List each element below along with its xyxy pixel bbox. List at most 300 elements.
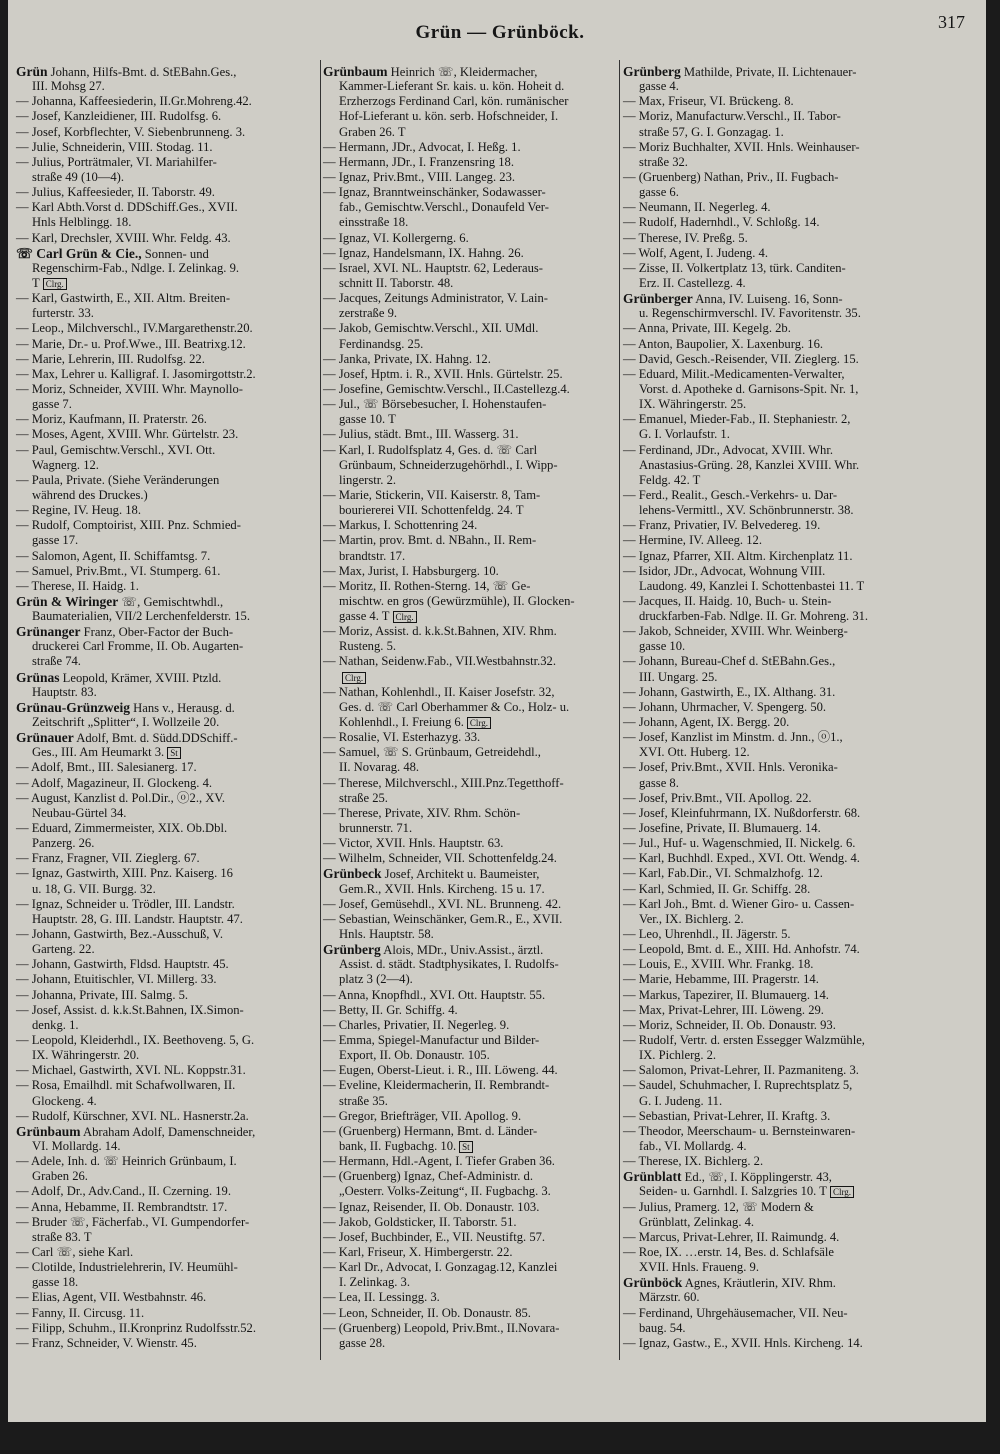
entry-line: — Victor, XVII. Hnls. Hauptstr. 63.	[323, 836, 504, 851]
entry-line: — Samuel, ☏ S. Grünbaum, Getreidehdl.,	[323, 745, 541, 760]
entry-line: — Josef, Priv.Bmt., VII. Apollog. 22.	[623, 790, 812, 805]
entry-line	[16, 745, 318, 760]
entry-line: — Anna, Private, III. Kegelg. 2b.	[623, 321, 791, 336]
entry-line: — Carl ☏, siehe Karl.	[16, 1244, 134, 1259]
entry-line: gasse 7.	[32, 397, 72, 412]
entry-line: — Ferd., Realit., Gesch.-Verkehrs- u. Dar-	[623, 487, 838, 502]
surname: Grünauer	[16, 730, 74, 746]
entry-line: — Gregor, Briefträger, VII. Apollog. 9.	[323, 1108, 522, 1123]
entry-line: mischtw. en gros (Gewürzmühle), II. Glocken-	[339, 593, 575, 608]
entry-line: — Marie, Dr.- u. Prof.Wwe., III. Beatrixg.12.	[16, 336, 246, 351]
entry-line: straße 49 (10—4).	[32, 169, 124, 184]
entry-line: — Fanny, II. Circusg. 11.	[16, 1305, 145, 1320]
entry-text: T	[32, 275, 40, 290]
entry-text: Ed., ☏, I. Köpplingerstr. 43,	[681, 1170, 832, 1185]
entry-heading	[623, 64, 923, 79]
surname: Grünas	[16, 669, 60, 685]
entry-line: — Sebastian, Weinschänker, Gem.R., E., XVII.	[323, 911, 563, 926]
surname: Grünberg	[323, 942, 381, 958]
entry-line: — Ignaz, Handelsmann, IX. Hahng. 26.	[323, 245, 524, 260]
entry-line: — Moriz, Schneider, XVIII. Whr. Maynollo-	[16, 381, 243, 396]
entry-line: — Karl, Buchhdl. Exped., XVI. Ott. Wendg. 4.	[623, 851, 860, 866]
entry-line: — Franz, Fragner, VII. Zieglerg. 67.	[16, 851, 200, 866]
entry-line: — Michael, Gastwirth, XVI. NL. Koppstr.31.	[16, 1063, 246, 1078]
entry-line: — Johanna, Private, III. Salmg. 5.	[16, 987, 189, 1002]
entry-line: — Rosalie, VI. Esterhazyg. 33.	[323, 730, 481, 745]
entry-line: Grünbaum, Schneiderzugehörhdl., I. Wipp-	[339, 457, 558, 472]
entry-line: II. Novarag. 48.	[339, 760, 420, 775]
surname: ☏ Carl Grün & Cie.,	[16, 245, 142, 261]
entry-line: gasse 10.	[639, 639, 686, 654]
entry-line: — David, Gesch.-Reisender, VII. Zieglerg. 15.	[623, 351, 859, 366]
entry-line: — Josef, Kleinfuhrmann, IX. Nußdorferstr. 68.	[623, 805, 861, 820]
entry-line: — Therese, Milchverschl., XIII.Pnz.Tegetthoff-	[323, 775, 564, 790]
entry-line: — Anna, Knopfhdl., XVI. Ott. Hauptstr. 55.	[323, 987, 546, 1002]
entry-line: — Martin, prov. Bmt. d. NBahn., II. Rem-	[323, 533, 537, 548]
entry-line: — Rudolf, Kürschner, XVI. NL. Hasnerstr.2a.	[16, 1108, 249, 1123]
entry-text: Kohlenhdl., I. Freiung 6.	[339, 715, 464, 730]
entry-line: einsstraße 18.	[339, 215, 409, 230]
entry-line: — Eveline, Kleidermacherin, II. Rembrandt-	[323, 1078, 550, 1093]
entry-line	[323, 670, 617, 685]
entry-line: — Max, Privat-Lehrer, III. Löweng. 29.	[623, 1002, 824, 1017]
entry-line: während des Druckes.)	[32, 487, 148, 502]
entry-line: — Jacques, II. Haidg. 10, Buch- u. Stein-	[623, 593, 832, 608]
entry-line: — Adolf, Dr., Adv.Cand., II. Czerning. 19.	[16, 1184, 232, 1199]
entry-line: — Johann, Gastwirth, E., IX. Althang. 31.	[623, 684, 836, 699]
entry-line: — Johann, Agent, IX. Bergg. 20.	[623, 715, 790, 730]
entry-line: — Rudolf, Comptoirist, XIII. Pnz. Schmied-	[16, 518, 241, 533]
entry-line: Laudong. 49, Kanzlei I. Schottenbastei 11. T	[639, 578, 865, 593]
entry-line	[623, 1184, 923, 1199]
entry-line: gasse 28.	[339, 1335, 386, 1350]
entry-line: — Moriz, Assist. d. k.k.St.Bahnen, XIV. Rhm.	[323, 624, 557, 639]
entry-line: — Johann, Uhrmacher, V. Spengerg. 50.	[623, 699, 827, 714]
entry-line: fab., VI. Mollardg. 4.	[639, 1138, 747, 1153]
entry-line: — Adolf, Magazineur, II. Glockeng. 4.	[16, 775, 213, 790]
entry-text: Mathilde, Private, II. Lichtenauer-	[680, 65, 857, 79]
entry-line: — Hermann, JDr., I. Franzensring 18.	[323, 154, 514, 169]
entry-line: — Salomon, Privat-Lehrer, II. Pazmaniteng. 3.	[623, 1063, 859, 1078]
entry-line: — Theodor, Meerschaum- u. Bernsteinwaren-	[623, 1123, 856, 1138]
entry-heading	[323, 866, 617, 881]
entry-text: Agnes, Kräutlerin, XIV. Rhm.	[682, 1276, 836, 1291]
entry-line: gasse 4.	[639, 79, 679, 94]
entry-line: Hnls. Hauptstr. 58.	[339, 927, 434, 942]
entry-line: — Jakob, Schneider, XVIII. Whr. Weinberg-	[623, 624, 848, 639]
entry-line: Märzstr. 60.	[639, 1290, 700, 1305]
entry-line: Hof-Lieferant u. kön. serb. Hofschneider, I.	[339, 109, 559, 124]
surname: Grünbeck	[323, 866, 382, 882]
entry-line: — Lea, II. Lessingg. 3.	[323, 1290, 440, 1305]
surname: Grün	[16, 64, 48, 79]
entry-line: — Ignaz, Reisender, II. Ob. Donaustr. 103.	[323, 1199, 540, 1214]
entry-line	[16, 276, 318, 291]
entry-line: schnitt II. Taborstr. 48.	[339, 275, 454, 290]
entry-heading	[16, 700, 318, 715]
entry-line	[323, 715, 617, 730]
entry-line: — August, Kanzlist d. Pol.Dir., ⓞ2., XV.	[16, 790, 225, 805]
entry-line: — Rudolf, Hadernhdl., V. Schloßg. 14.	[623, 215, 820, 230]
entry-line: — Marcus, Privat-Lehrer, II. Raimundg. 4.	[623, 1229, 840, 1244]
entry-line: — Regine, IV. Heug. 18.	[16, 503, 141, 518]
entry-line: Panzerg. 26.	[32, 836, 95, 851]
entry-line: — Josefine, Private, II. Blumauerg. 14.	[623, 821, 821, 836]
entry-line: — Louis, E., XVIII. Whr. Frankg. 18.	[623, 957, 814, 972]
entry-text: Anna, IV. Luiseng. 16, Sonn-	[692, 292, 843, 307]
entry-line: Hauptstr. 28, G. III. Landstr. Hauptstr. 47.	[32, 911, 243, 926]
entry-line: — Karl, Fab.Dir., VI. Schmalzhofg. 12.	[623, 866, 823, 881]
entry-line: — Salomon, Agent, II. Schiffamtsg. 7.	[16, 548, 211, 563]
entry-line: — Roe, IX. …erstr. 14, Bes. d. Schlafsäle	[623, 1244, 834, 1259]
entry-line: — Filipp, Schuhm., II.Kronprinz Rudolfsstr.52.	[16, 1320, 256, 1335]
entry-line: — Anna, Hebamme, II. Rembrandtstr. 17.	[16, 1199, 228, 1214]
entry-line: — Adele, Inh. d. ☏ Heinrich Grünbaum, I.	[16, 1154, 237, 1169]
clearing-badge: Clrg.	[467, 717, 491, 729]
entry-line: straße 35.	[339, 1093, 388, 1108]
entry-line: Erz. II. Castellezg. 4.	[639, 275, 746, 290]
entry-line: — Ferdinand, Uhrgehäusemacher, VII. Neu-	[623, 1305, 848, 1320]
entry-line: — Paul, Gemischtw.Verschl., XVI. Ott.	[16, 442, 216, 457]
entry-line: — Samuel, Priv.Bmt., VI. Stumperg. 61.	[16, 563, 221, 578]
entry-line: — Hermann, JDr., Advocat, I. Heßg. 1.	[323, 139, 521, 154]
entry-line: bouriererei VII. Schottenfeldg. 24. T	[339, 503, 524, 518]
surname: Grünberger	[623, 291, 693, 307]
entry-line: — Karl, Gastwirth, E., XII. Altm. Breiten-	[16, 291, 231, 306]
entry-line: — Charles, Privatier, II. Negerleg. 9.	[323, 1017, 510, 1032]
entry-line: straße 57, G. I. Gonzagag. 1.	[639, 124, 784, 139]
entry-text: Johann, Hilfs-Bmt. d. StEBahn.Ges.,	[47, 65, 237, 79]
entry-line: Hnls Helblingg. 18.	[32, 215, 132, 230]
entry-text: Heinrich ☏, Kleidermacher,	[387, 65, 538, 79]
entry-line: Grünblatt, Zelinkag. 4.	[639, 1214, 755, 1229]
entry-line: brandtstr. 17.	[339, 548, 406, 563]
entry-line: — Jul., Huf- u. Wagenschmied, II. Nickelg. 6.	[623, 836, 856, 851]
entry-line: — Johann, Etuitischler, VI. Millerg. 33.	[16, 972, 217, 987]
entry-line: — Hermann, Hdl.-Agent, I. Tiefer Graben 36.	[323, 1154, 555, 1169]
entry-line: — Moriz, Schneider, II. Ob. Donaustr. 93.	[623, 1017, 836, 1032]
entry-line: — Emma, Spiegel-Manufactur und Bilder-	[323, 1033, 540, 1047]
surname: Grünbaum	[16, 1123, 81, 1139]
surname: Grünböck	[623, 1275, 683, 1291]
entry-heading	[16, 670, 318, 685]
entry-line: Vorst. d. Apotheke d. Garnisons-Spit. Nr. 1,	[639, 381, 859, 396]
entry-text: Adolf, Bmt. d. Südd.DDSchiff.-	[73, 731, 238, 746]
entry-line: Assist. d. städt. Stadtphysikates, I. Rudolfs-	[339, 957, 559, 972]
entry-heading	[16, 624, 318, 639]
clearing-badge: Clrg.	[830, 1186, 854, 1198]
entry-line: Erzherzogs Ferdinand Carl, kön. rumänischer	[339, 94, 569, 109]
entry-line: straße 32.	[639, 154, 688, 169]
entry-heading	[16, 594, 318, 609]
entry-line	[323, 1139, 617, 1154]
entry-line: — Therese, Private, XIV. Rhm. Schön-	[323, 805, 521, 820]
entry-line: — (Gruenberg) Leopold, Priv.Bmt., II.Novara-	[323, 1320, 560, 1335]
entry-line: denkg. 1.	[32, 1017, 79, 1032]
entry-line: G. I. Vorlaufstr. 1.	[639, 427, 730, 442]
entry-line: XVII. Hnls. Fraueng. 9.	[639, 1260, 759, 1275]
entry-line: — Ignaz, Branntweinschänker, Sodawasser-	[323, 185, 546, 200]
entry-line: — Janka, Private, IX. Hahng. 12.	[323, 351, 491, 366]
entry-line: lingerstr. 2.	[339, 472, 397, 487]
entry-line: zerstraße 9.	[339, 306, 398, 321]
entry-line: — Markus, I. Schottenring 24.	[323, 518, 478, 533]
entry-line: — Marie, Lehrerin, III. Rudolfsg. 22.	[16, 351, 205, 366]
entry-line: Anastasius-Grüng. 28, Kanzlei XVIII. Whr.	[639, 457, 860, 472]
entry-line: — Max, Friseur, VI. Brückeng. 8.	[623, 94, 794, 109]
entry-line: — Saudel, Schuhmacher, I. Ruprechtsplatz 5,	[623, 1078, 853, 1093]
entry-line: Feldg. 42. T	[639, 472, 701, 487]
entry-line: Neubau-Gürtel 34.	[32, 805, 127, 820]
entry-line: u. 18, G. VII. Burgg. 32.	[32, 881, 156, 896]
entry-line: VI. Mollardg. 14.	[32, 1138, 121, 1153]
entry-line: — Moriz Buchhalter, XVII. Hnls. Weinhauser-	[623, 139, 860, 154]
entry-line: — Josefine, Gemischtw.Verschl., II.Castellezg.4.	[323, 381, 570, 396]
entry-line: — Wilhelm, Schneider, VII. Schottenfeldg.24.	[323, 851, 557, 866]
entry-line: — Josef, Hptm. i. R., XVII. Hnls. Gürtelstr. 25.	[323, 366, 563, 381]
entry-line: — Karl Joh., Bmt. d. Wiener Giro- u. Cassen-	[623, 896, 855, 911]
entry-line: lehens-Vermittl., XV. Schönbrunnerstr. 38.	[639, 503, 854, 518]
entry-line: — Johann, Bureau-Chef d. StEBahn.Ges.,	[623, 654, 836, 669]
entry-line: — Marie, Hebamme, III. Pragerstr. 14.	[623, 972, 819, 987]
entry-text: Seiden- u. Garnhdl. I. Salzgries 10. T	[639, 1184, 827, 1199]
entry-line: baug. 54.	[639, 1320, 686, 1335]
entry-line: Regenschirm-Fab., Ndlge. I. Zelinkag. 9.	[32, 260, 240, 275]
clearing-badge: Clrg.	[393, 611, 417, 623]
entry-line: — Karl, I. Rudolfsplatz 4, Ges. d. ☏ Carl	[323, 442, 538, 457]
entry-line: Graben 26. T	[339, 124, 406, 139]
entry-line: — Julius, Pramerg. 12, ☏ Modern &	[623, 1199, 814, 1214]
entry-line: — Julius, städt. Bmt., III. Wasserg. 31.	[323, 427, 519, 442]
entry-line: — Hermine, IV. Alleeg. 12.	[623, 533, 762, 548]
entry-line: Ver., IX. Bichlerg. 2.	[639, 911, 744, 926]
entry-line: — Max, Lehrer u. Kalligraf. I. Jasomirgottstr.2.	[16, 366, 256, 381]
entry-line: Export, II. Ob. Donaustr. 105.	[339, 1048, 490, 1063]
entry-text: Ges., III. Am Heumarkt 3.	[32, 745, 165, 760]
entry-text: bank, II. Fugbachg. 10.	[339, 1138, 457, 1153]
entry-line: Wagnerg. 12.	[32, 457, 99, 472]
entry-line: gasse 18.	[32, 1275, 79, 1290]
entry-line: gasse 17.	[32, 533, 79, 548]
entry-line: druckfarben-Fab. Ndlge. II. Gr. Mohreng. 31.	[639, 609, 869, 624]
entry-line: — Ignaz, Pfarrer, XII. Altm. Kirchenplatz 11.	[623, 548, 853, 563]
entry-line: gasse 6.	[639, 185, 679, 200]
entry-text: ☏, Gemischtwhdl.,	[118, 594, 224, 609]
entry-line: — Julius, Porträtmaler, VI. Mariahilfer-	[16, 154, 217, 169]
entry-text: Josef, Architekt u. Baumeister,	[381, 867, 540, 882]
entry-line: — Karl Abth.Vorst d. DDSchiff.Ges., XVII.	[16, 200, 238, 215]
entry-line: XVI. Ott. Huberg. 12.	[639, 745, 750, 760]
entry-line: Baumaterialien, VII/2 Lerchenfelderstr. 15.	[32, 609, 250, 624]
entry-line: straße 25.	[339, 790, 388, 805]
entry-line: — Nathan, Seidenw.Fab., VII.Westbahnstr.32.	[323, 654, 556, 669]
entry-line: — Israel, XVI. NL. Hauptstr. 62, Lederaus-	[323, 260, 543, 275]
entry-line: — Leon, Schneider, II. Ob. Donaustr. 85.	[323, 1305, 531, 1320]
entry-line: — Eduard, Milit.-Medicamenten-Verwalter,	[623, 366, 845, 381]
entry-line: — Rosa, Emailhdl. mit Schafwollwaren, II.	[16, 1078, 236, 1093]
entry-line: Gem.R., XVII. Hnls. Kircheng. 15 u. 17.	[339, 881, 545, 896]
entry-line: — Karl, Friseur, X. Himbergerstr. 22.	[323, 1244, 513, 1259]
entry-line: — Ignaz, Gastw., E., XVII. Hnls. Kircheng. 14.	[623, 1335, 863, 1350]
entry-text: Leopold, Krämer, XVIII. Ptzld.	[59, 670, 222, 685]
entry-line: straße 83. T	[32, 1229, 92, 1244]
surname: Grünanger	[16, 624, 81, 640]
entry-heading	[623, 1169, 923, 1184]
entry-line: Glockeng. 4.	[32, 1093, 97, 1108]
column-2	[323, 64, 617, 1351]
entry-line: III. Mohsg 27.	[32, 79, 105, 94]
entry-line: — (Gruenberg) Ignaz, Chef-Administr. d.	[323, 1169, 533, 1184]
entry-text: Sonnen- und	[141, 246, 209, 261]
clearing-badge: St	[167, 747, 181, 759]
entry-line: — Karl Dr., Advocat, I. Gonzagag.12, Kanzlei	[323, 1260, 558, 1275]
entry-line: — Moritz, II. Rothen-Sterng. 14, ☏ Ge-	[323, 578, 531, 593]
entry-line: — Nathan, Kohlenhdl., II. Kaiser Josefstr. 32,	[323, 684, 555, 699]
entry-line: G. I. Judeng. 11.	[639, 1093, 723, 1108]
entry-line: — Rudolf, Vertr. d. ersten Essegger Walzmühle,	[623, 1033, 865, 1047]
entry-line: — Josef, Priv.Bmt., XVII. Hnls. Veronika-	[623, 760, 838, 775]
entry-line: gasse 8.	[639, 775, 679, 790]
entry-line: — Therese, IV. Preßg. 5.	[623, 230, 748, 245]
entry-line: — Anton, Baupolier, X. Laxenburg. 16.	[623, 336, 824, 351]
entry-line: — Ignaz, Schneider u. Trödler, III. Landstr.	[16, 896, 235, 911]
entry-line: I. Zelinkag. 3.	[339, 1275, 410, 1290]
entry-line: — Therese, IX. Bichlerg. 2.	[623, 1154, 764, 1169]
entry-text: Alois, MDr., Univ.Assist., ärztl.	[380, 943, 544, 958]
entry-line: — Josef, Kanzleidiener, III. Rudolfsg. 6.	[16, 109, 222, 124]
surname: Grün & Wiringer	[16, 593, 119, 609]
entry-line: — Franz, Schneider, V. Wienstr. 45.	[16, 1335, 197, 1350]
entry-line: — Julie, Schneiderin, VIII. Stodag. 11.	[16, 139, 213, 154]
entry-line: — Wolf, Agent, I. Judeng. 4.	[623, 245, 768, 260]
entry-line: Garteng. 22.	[32, 942, 95, 957]
surname: Grünblatt	[623, 1169, 682, 1185]
column-3	[623, 64, 923, 1351]
entry-line: — Ferdinand, JDr., Advocat, XVIII. Whr.	[623, 442, 833, 457]
entry-heading	[16, 246, 318, 261]
entry-line: — Karl, Drechsler, XVIII. Whr. Feldg. 43.	[16, 230, 231, 245]
entry-heading	[323, 64, 617, 79]
entry-line: furterstr. 33.	[32, 306, 94, 321]
entry-heading	[16, 64, 318, 79]
entry-line: — Jul., ☏ Börsebesucher, I. Hohenstaufen-	[323, 397, 547, 412]
entry-line: — (Gruenberg) Nathan, Priv., II. Fugbach-	[623, 169, 839, 184]
entry-line: „Oesterr. Volks-Zeitung“, II. Fugbachg. 3.	[339, 1184, 551, 1199]
entry-line: — Leopold, Kleiderhdl., IX. Beethoveng. 5, G.	[16, 1033, 255, 1047]
entry-line: — Josef, Korbflechter, V. Siebenbrunneng. 3.	[16, 124, 246, 139]
entry-line: — Jacques, Zeitungs Administrator, V. Lain-	[323, 291, 548, 306]
entry-line: — Karl, Schmied, II. Gr. Schiffg. 28.	[623, 881, 811, 896]
entry-line: — Leo, Uhrenhdl., II. Jägerstr. 5.	[623, 927, 791, 942]
entry-heading	[323, 942, 617, 957]
entry-line: Ferdinandsg. 25.	[339, 336, 424, 351]
entry-line: fab., Gemischtw.Verschl., Donaufeld Ver-	[339, 200, 549, 215]
entry-line: — Ignaz, Gastwirth, XIII. Pnz. Kaiserg. 16	[16, 866, 233, 881]
entry-line: — Markus, Tapezirer, II. Blumauerg. 14.	[623, 987, 829, 1002]
entry-line: — Sebastian, Privat-Lehrer, II. Kraftg. 3.	[623, 1108, 831, 1123]
surname: Grünberg	[623, 64, 681, 79]
entry-line: straße 74.	[32, 654, 81, 669]
entry-text: Abraham Adolf, Damenschneider,	[80, 1124, 256, 1139]
entry-line: — Max, Jurist, I. Habsburgerg. 10.	[323, 563, 499, 578]
entry-line: — Johann, Gastwirth, Bez.-Ausschuß, V.	[16, 927, 223, 942]
entry-line	[323, 609, 617, 624]
clearing-badge: St	[459, 1141, 473, 1153]
clearing-badge: Clrg.	[342, 672, 366, 684]
entry-line: — Josef, Assist. d. k.k.St.Bahnen, IX.Simon-	[16, 1002, 244, 1017]
entry-heading	[623, 291, 923, 306]
entry-line: — Therese, II. Haidg. 1.	[16, 578, 139, 593]
column-divider	[619, 60, 620, 1360]
entry-heading	[16, 730, 318, 745]
page-title: Grün — Grünböck.	[415, 22, 585, 43]
entry-line: Ges. d. ☏ Carl Oberhammer & Co., Holz- u.	[339, 699, 570, 714]
entry-line: — Moriz, Manufacturw.Verschl., II. Tabor-	[623, 109, 841, 124]
entry-line: — Betty, II. Gr. Schiffg. 4.	[323, 1002, 458, 1017]
entry-line: — (Gruenberg) Hermann, Bmt. d. Länder-	[323, 1123, 538, 1138]
entry-line: IX. Währingerstr. 20.	[32, 1048, 140, 1063]
entry-text: Franz, Ober-Factor der Buch-	[80, 625, 234, 640]
entry-line: — Eugen, Oberst-Lieut. i. R., III. Löweng. 44.	[323, 1063, 558, 1078]
column-divider	[320, 60, 321, 1360]
clearing-badge: Clrg.	[43, 278, 67, 290]
entry-text: gasse 4. T	[339, 609, 390, 624]
entry-line: Rusteng. 5.	[339, 639, 397, 654]
entry-line: — Zisse, II. Volkertplatz 13, türk. Canditen-	[623, 260, 846, 275]
entry-line: — Franz, Privatier, IV. Belvedereg. 19.	[623, 518, 821, 533]
entry-heading	[623, 1275, 923, 1290]
entry-line: — Leop., Milchverschl., IV.Margarethenstr.20.	[16, 321, 253, 336]
entry-line: III. Ungarg. 25.	[639, 669, 718, 684]
surname: Grünbaum	[323, 64, 388, 79]
entry-line: — Paula, Private. (Siehe Veränderungen	[16, 472, 220, 487]
entry-text: Hans v., Herausg. d.	[130, 700, 235, 715]
entry-line: — Clotilde, Industrielehrerin, IV. Heumühl-	[16, 1260, 238, 1275]
entry-line: — Eduard, Zimmermeister, XIX. Ob.Dbl.	[16, 821, 228, 836]
entry-line: — Josef, Buchbinder, E., VII. Neustiftg. 57.	[323, 1229, 546, 1244]
entry-line: gasse 10. T	[339, 412, 396, 427]
entry-heading	[16, 1124, 318, 1139]
entry-line: — Johann, Gastwirth, Fldsd. Hauptstr. 45.	[16, 957, 229, 972]
entry-line: brunnerstr. 71.	[339, 821, 413, 836]
entry-line: druckerei Carl Fromme, II. Ob. Augarten-	[32, 639, 244, 654]
page-number: 317	[938, 12, 965, 32]
entry-line: — Moses, Agent, XVIII. Whr. Gürtelstr. 23.	[16, 427, 239, 442]
entry-line: — Ignaz, Priv.Bmt., VIII. Langeg. 23.	[323, 169, 516, 184]
entry-line: — Marie, Stickerin, VII. Kaiserstr. 8, Tam-	[323, 487, 541, 502]
entry-line: — Elias, Agent, VII. Westbahnstr. 46.	[16, 1290, 207, 1305]
entry-line: — Jakob, Gemischtw.Verschl., XII. UMdl.	[323, 321, 539, 336]
entry-line: platz 3 (2—4).	[339, 972, 413, 987]
entry-line: — Moriz, Kaufmann, II. Praterstr. 26.	[16, 412, 207, 427]
entry-line: — Julius, Kaffeesieder, II. Taborstr. 49.	[16, 185, 215, 200]
entry-line: — Leopold, Bmt. d. E., XIII. Hd. Anhofstr. 74.	[623, 942, 860, 957]
entry-line: — Ignaz, VI. Kollergerng. 6.	[323, 230, 469, 245]
entry-line: — Isidor, JDr., Advocat, Wohnung VIII.	[623, 563, 826, 578]
entry-line: IX. Pichlerg. 2.	[639, 1048, 717, 1063]
entry-line: Zeitschrift „Splitter“, I. Wollzeile 20.	[32, 715, 220, 730]
entry-line: u. Regenschirmverschl. IV. Favoritenstr. 35.	[639, 306, 861, 321]
entry-line: — Emanuel, Mieder-Fab., II. Stephaniestr. 2,	[623, 412, 851, 427]
entry-line: — Josef, Kanzlist im Minstm. d. Jnn., ⓞ1.,	[623, 730, 843, 745]
entry-line: — Josef, Gemüsehdl., XVI. NL. Brunneng. 42.	[323, 896, 562, 911]
entry-line: Graben 26.	[32, 1169, 88, 1184]
entry-line: Kammer-Lieferant Sr. kais. u. kön. Hoheit d.	[339, 79, 565, 94]
entry-line: IX. Währingerstr. 25.	[639, 397, 747, 412]
entry-line: — Neumann, II. Negerleg. 4.	[623, 200, 771, 215]
entry-line: — Jakob, Goldsticker, II. Taborstr. 51.	[323, 1214, 517, 1229]
entry-line: — Johanna, Kaffeesiederin, II.Gr.Mohreng.42.	[16, 94, 252, 109]
